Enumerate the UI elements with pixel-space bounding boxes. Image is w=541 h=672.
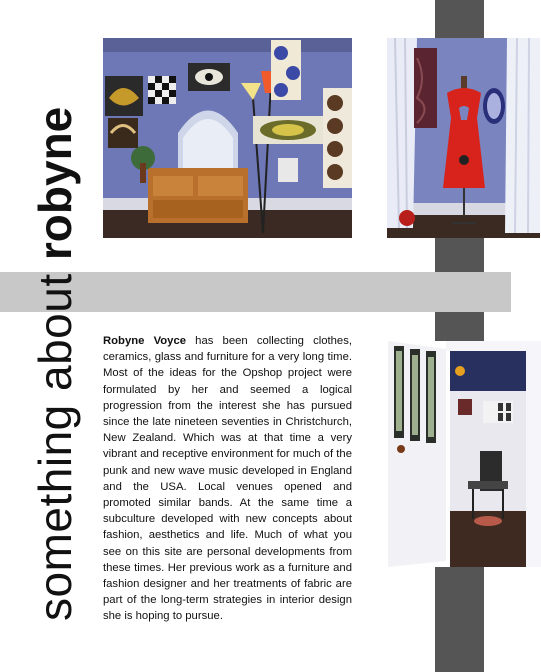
page-title-light: something about [29,260,81,621]
article-body [103,333,352,625]
photo-door-graphic [388,341,541,567]
photo-room-interior [103,38,352,238]
page-title [27,81,83,621]
article-text: has been collecting clothes, ceramics, glass and furniture for a very long time. Most of the ideas for the Opshop project were formulated by her and seemed a logical progression from the interest she has pursued since the late nineteen seventies in Christchurch, New Zealand. Which was at that time a very vibrant and receptive environment for much of the punk and new wave music developed in England and the USA. Local venues opened and promoted similar bands. At the same time a subculture developed with new concepts about fashion, aesthetics and life. Much of what you see on this site are personal developments from these times. Her previous work as a furniture and fashion designer and her treatments of fabric are part of the long-term strategies in interior design she is hoping to pursue. [103,335,352,623]
photo-open-door [388,341,541,567]
photo-dress-graphic [387,38,540,238]
page-title-bold: robyne [29,106,81,261]
photo-red-dress [387,38,540,238]
article-author-name: Robyne Voyce [103,335,187,347]
photo-room-graphic [103,38,352,238]
